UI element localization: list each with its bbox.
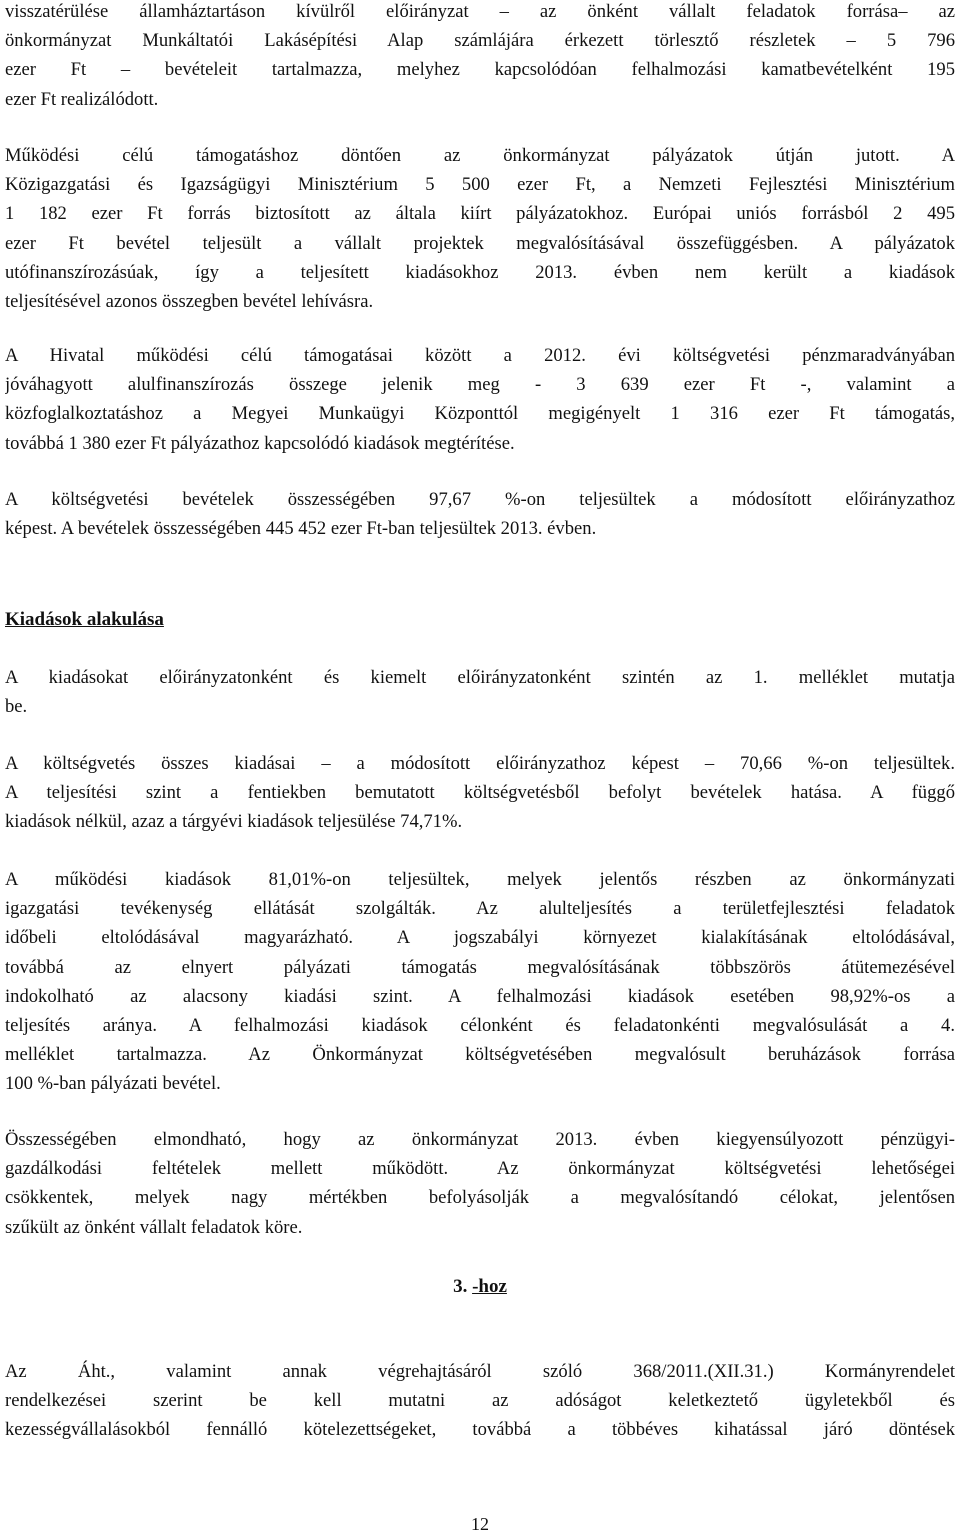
text-line: időbeli eltolódásával magyarázható. A jogszabályi környezet kialakításának eltolódásával,	[5, 927, 955, 949]
text-line: teljesítés aránya. A felhalmozási kiadások célonként és feladatonkénti megvalósulását a 4.	[5, 1014, 955, 1036]
paragraph-2	[5, 141, 955, 316]
section-number-heading	[0, 1272, 960, 1301]
text-line: A működési kiadások 81,01%-on teljesültek, melyek jelentős részben az önkormányzati	[5, 869, 955, 890]
text-line: Működési célú támogatáshoz döntően az önkormányzat pályázatok útján jutott. A	[5, 145, 955, 166]
text-line: ezer Ft bevétel teljesült a vállalt projektek megvalósításával összefüggésben. A pályázatok	[5, 232, 955, 254]
paragraph-9	[5, 1357, 955, 1445]
paragraph-4	[5, 485, 955, 543]
text-line: továbbá az elnyert pályázati támogatás megvalósításának többszörös átütemezésével	[5, 956, 955, 978]
text-line: A kiadásokat előirányzatonként és kiemelt előirányzatonként szintén az 1. melléklet mutatja	[5, 667, 955, 688]
text-line: ezer Ft realizálódott.	[5, 88, 159, 110]
text-line: önkormányzat Munkáltatói Lakásépítési Alap számlájára érkezett törlesztő részletek – 5 796	[5, 30, 955, 52]
text-line: képest. A bevételek összességében 445 452 ezer Ft-ban teljesültek 2013. évben.	[5, 518, 597, 540]
text-line: csökkentek, melyek nagy mértékben befolyásolják a megvalósítandó célokat, jelentősen	[5, 1187, 955, 1209]
section-number: 3.	[453, 1276, 468, 1297]
text-line: Közigazgatási és Igazságügyi Minisztérium 5 500 ezer Ft, a Nemzeti Fejlesztési Minisztérium	[5, 174, 955, 196]
text-line: kiadások nélkül, azaz a tárgyévi kiadások teljesülése 74,71%.	[5, 811, 463, 833]
text-line: Összességében elmondható, hogy az önkormányzat 2013. évben kiegyensúlyozott pénzügyi-	[5, 1129, 955, 1150]
text-line: A Hivatal működési célú támogatásai között a 2012. évi költségvetési pénzmaradványában	[5, 345, 955, 366]
text-line: utófinanszírozásúak, így a teljesített kiadásokhoz 2013. évben nem került a kiadások	[5, 261, 955, 283]
paragraph-3	[5, 341, 955, 458]
text-line: rendelkezései szerint be kell mutatni az adóságot keletkeztető ügyletekből és	[5, 1390, 955, 1412]
text-line: Az Áht., valamint annak végrehajtásáról szóló 368/2011.(XII.31.) Kormányrendelet	[5, 1361, 955, 1382]
text-line: kezességvállalásokból fennálló kötelezettségeket, továbbá a többéves kihatással járó döntések	[5, 1419, 955, 1441]
section-title: -hoz	[472, 1276, 507, 1297]
page-number: 12	[471, 1514, 489, 1534]
text-line: A költségvetési bevételek összességében 97,67 %-on teljesültek a módosított előirányzathoz	[5, 489, 955, 510]
text-line: be.	[5, 696, 28, 718]
text-line: továbbá 1 380 ezer Ft pályázathoz kapcsolódó kiadások megtérítése.	[5, 432, 515, 454]
text-line: teljesítésével azonos összegben bevétel lehívásra.	[5, 290, 374, 312]
text-line: ezer Ft – bevételeit tartalmazza, melyhez kapcsolódóan felhalmozási kamatbevételként 195	[5, 59, 955, 81]
section-heading-text: Kiadások alakulása	[5, 609, 164, 630]
text-line: jóváhagyott alulfinanszírozás összege jelenik meg - 3 639 ezer Ft -, valamint a	[5, 374, 955, 396]
text-line: visszatérülése államháztartáson kívülről előirányzat – az önként vállalt feladatok forrása– az	[5, 1, 955, 22]
text-line: igazgatási tevékenység ellátását szolgálták. Az alulteljesítés a területfejlesztési feladatok	[5, 898, 955, 920]
text-line: közfoglalkoztatáshoz a Megyei Munkaügyi Központtól megigényelt 1 316 ezer Ft támogatás,	[5, 403, 955, 425]
paragraph-5	[5, 663, 955, 721]
text-line: 100 %-ban pályázati bevétel.	[5, 1073, 221, 1095]
text-line: A költségvetés összes kiadásai – a módosított előirányzathoz képest – 70,66 %-on teljesültek.	[5, 753, 955, 774]
text-line: szűkült az önként vállalt feladatok köre.	[5, 1216, 303, 1238]
paragraph-7	[5, 865, 955, 1099]
text-line: melléklet tartalmazza. Az Önkormányzat költségvetésében megvalósult beruházások forrása	[5, 1044, 955, 1066]
text-line: indokolható az alacsony kiadási szint. A felhalmozási kiadások esetében 98,92%-os a	[5, 985, 955, 1007]
paragraph-8	[5, 1125, 955, 1242]
text-line: gazdálkodási feltételek mellett működött. Az önkormányzat költségvetési lehetőségei	[5, 1158, 955, 1180]
section-heading	[5, 605, 164, 634]
text-line: A teljesítési szint a fentiekben bemutatott költségvetésből befolyt bevételek hatása. A függő	[5, 782, 955, 804]
text-line: 1 182 ezer Ft forrás biztosított az általa kiírt pályázatokhoz. Európai uniós forrásból 2 495	[5, 203, 955, 225]
paragraph-6	[5, 749, 955, 837]
paragraph-1	[5, 0, 955, 114]
